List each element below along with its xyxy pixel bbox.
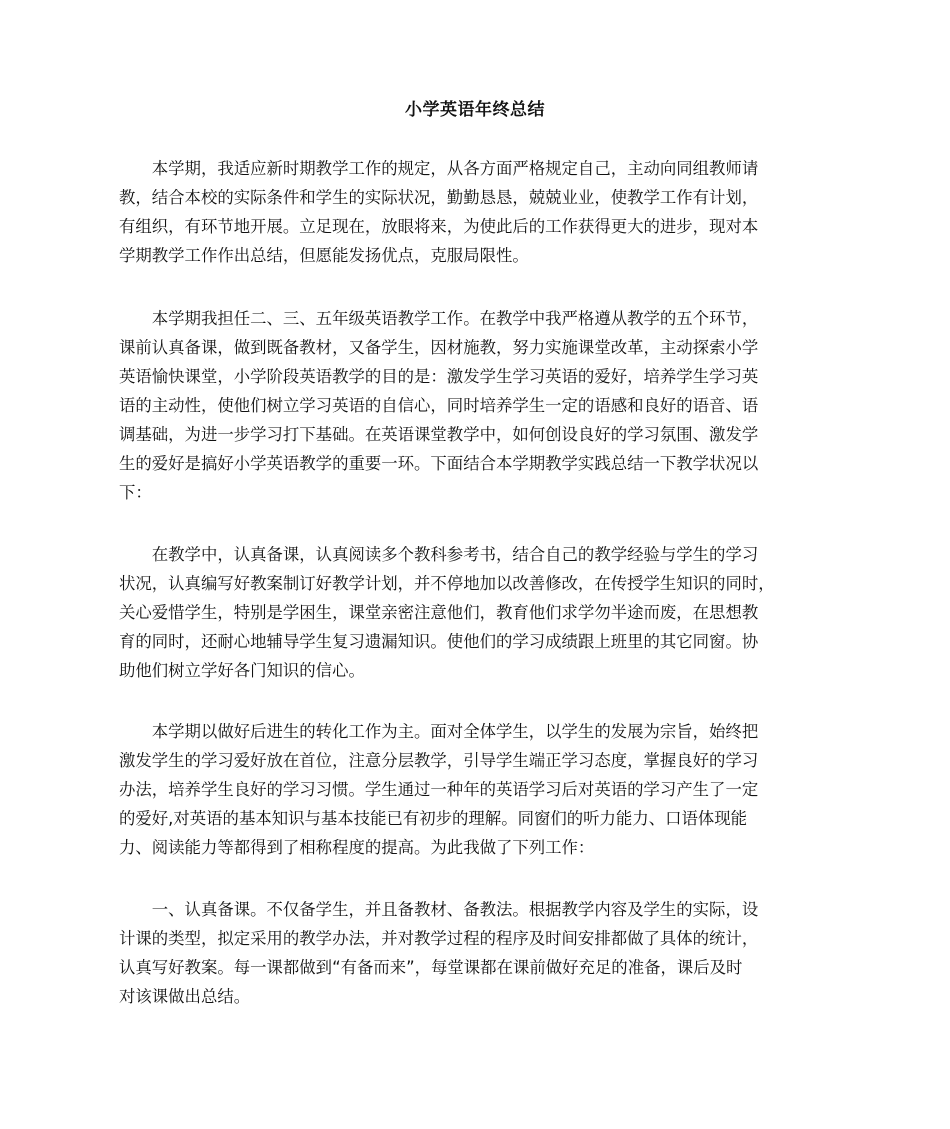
text-line: 一、认真备课。不仅备学生，并且备教材、备教法。根据教学内容及学生的实际，设 — [119, 900, 759, 919]
text-line: 状况，认真编写好教案制订好教学计划，并不停地加以改善修改，在传授学生知识的同时， — [119, 574, 775, 593]
text-line: 力、阅读能力等都得到了相称程度的提高。为此我做了下列工作： — [119, 838, 595, 857]
text-line: 计课的类型，拟定采用的教学办法，并对教学过程的程序及时间安排都做了具体的统计， — [119, 929, 759, 948]
document-title: 小学英语年终总结 — [405, 100, 545, 120]
text-line: 本学期我担任二、三、五年级英语教学工作。在教学中我严格遵从教学的五个环节， — [119, 309, 759, 328]
text-line: 下： — [119, 483, 152, 502]
text-line: 在教学中，认真备课，认真阅读多个教科参考书，结合自己的教学经验与学生的学习 — [119, 545, 759, 564]
text-line: 认真写好教案。每一课都做到“有备而来”，每堂课都在课前做好充足的准备，课后及时 — [119, 958, 743, 977]
text-line: 助他们树立学好各门知识的信心。 — [119, 661, 365, 680]
text-line: 育的同时，还耐心地辅导学生复习遗漏知识。使他们的学习成绩跟上班里的其它同窗。协 — [119, 632, 759, 651]
text-line: 本学期以做好后进生的转化工作为主。面对全体学生，以学生的发展为宗旨，始终把 — [119, 722, 759, 741]
text-line: 办法，培养学生良好的学习习惯。学生通过一种年的英语学习后对英语的学习产生了一定 — [119, 780, 759, 799]
text-line: 的爱好,对英语的基本知识与基本技能已有初步的理解。同窗们的听力能力、口语体现能 — [119, 809, 748, 828]
text-line: 学期教学工作作出总结，但愿能发扬优点，克服局限性。 — [119, 246, 529, 265]
text-line: 生的爱好是搞好小学英语教学的重要一环。下面结合本学期教学实践总结一下教学状况以 — [119, 454, 759, 473]
text-line: 有组织，有环节地开展。立足现在，放眼将来，为使此后的工作获得更大的进步，现对本 — [119, 217, 759, 236]
text-line: 调基础，为进一步学习打下基础。在英语课堂教学中，如何创设良好的学习氛围、激发学 — [119, 425, 759, 444]
text-line: 对该课做出总结。 — [119, 987, 251, 1006]
text-line: 课前认真备课，做到既备教材，又备学生，因材施教，努力实施课堂改革，主动探索小学 — [119, 338, 759, 357]
text-line: 语的主动性，使他们树立学习英语的自信心，同时培养学生一定的语感和良好的语音、语 — [119, 396, 759, 415]
text-line: 激发学生的学习爱好放在首位，注意分层教学，引导学生端正学习态度，掌握良好的学习 — [119, 751, 759, 770]
text-line: 关心爱惜学生，特别是学困生，课堂亲密注意他们，教育他们求学勿半途而废，在思想教 — [119, 603, 759, 622]
text-line: 教，结合本校的实际条件和学生的实际状况，勤勤恳恳，兢兢业业，使教学工作有计划， — [119, 188, 759, 207]
text-line: 英语愉快课堂，小学阶段英语教学的目的是：激发学生学习英语的爱好，培养学生学习英 — [119, 367, 759, 386]
text-line: 本学期，我适应新时期教学工作的规定，从各方面严格规定自己，主动向同组教师请 — [119, 159, 759, 178]
